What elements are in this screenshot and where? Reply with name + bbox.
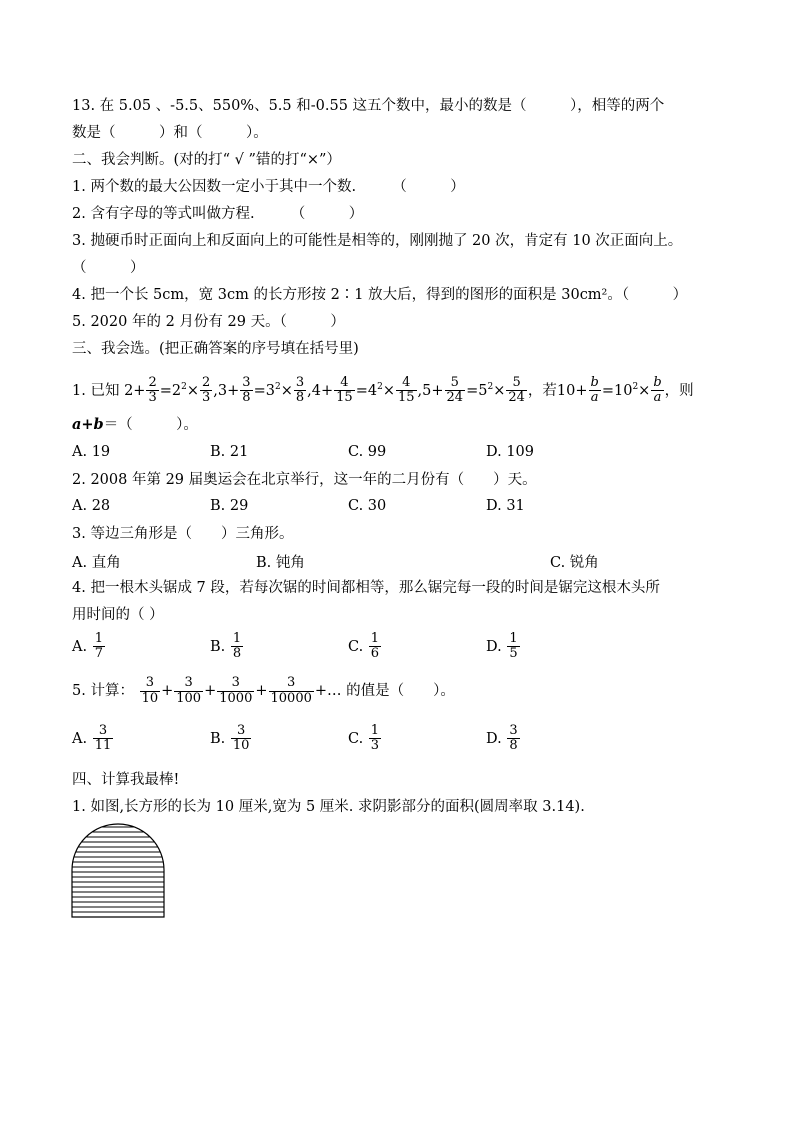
- choice-q1-ask: [72, 415, 198, 435]
- section4-title: 四、计算我最棒!: [72, 772, 180, 788]
- choice-q1-stem: [72, 370, 694, 408]
- q13-line1: 13. 在 5.05 、-5.5、550%、5.5 和-0.55 这五个数中，最小的数是（ ），相等的两个: [72, 98, 665, 114]
- q4-option-d[interactable]: D. $\frac{1}{5}$: [486, 631, 518, 662]
- judge-item-2: 2. 含有字母的等式叫做方程. （ ）: [72, 206, 364, 222]
- q1-ask-var: a+b: [72, 416, 104, 433]
- q1-ask-rest: ＝（ ）。: [103, 417, 198, 433]
- q1-condition: 10+ $\frac{b}{a}$ $=10^2\times$ $\frac{b}{a}$: [556, 375, 662, 406]
- judge-item-3-blank: （ ）: [72, 260, 145, 276]
- q1-ruo: ，若: [527, 382, 557, 399]
- q2-option-a[interactable]: A. 28: [72, 498, 111, 514]
- q4-option-a[interactable]: A. $\frac{1}{7}$: [72, 631, 103, 662]
- q5-option-a[interactable]: A. $\frac{3}{11}$: [72, 723, 112, 754]
- q2-option-b[interactable]: B. 29: [210, 498, 249, 514]
- q4-option-c[interactable]: C. $\frac{1}{6}$: [348, 631, 380, 662]
- judge-item-5: 5. 2020 年的 2 月份有 29 天。（ ）: [72, 314, 345, 330]
- q13-line2: 数是（ ）和（ ）。: [72, 125, 268, 141]
- calc-q1: 1. 如图,长方形的长为 10 厘米,宽为 5 厘米. 求阴影部分的面积(圆周率取 3.14).: [72, 799, 585, 815]
- q1-eq2: 3+ $\frac{3}{8}$ $=3^2\times$ $\frac{3}{8}$ ,: [217, 375, 312, 406]
- choice-q2-stem: 2. 2008 年第 29 届奥运会在北京举行，这一年的二月份有（ ）天。: [72, 472, 537, 488]
- q5-option-c[interactable]: C. $\frac{1}{3}$: [348, 723, 380, 754]
- judge-item-3: 3. 抛硬币时正面向上和反面向上的可能性是相等的，刚刚抛了 20 次，肯定有 10 次正面向上。: [72, 233, 683, 249]
- q1-ze: ，则: [664, 382, 694, 399]
- q1-option-a[interactable]: A. 19: [72, 444, 111, 460]
- q1-option-d[interactable]: D. 109: [486, 444, 535, 460]
- q1-eq4: 5+ $\frac{5}{24}$ $=5^2\times$ $\frac{5}{24}$: [422, 375, 525, 406]
- q1-option-b[interactable]: B. 21: [210, 444, 249, 460]
- q2-option-d[interactable]: D. 31: [486, 498, 525, 514]
- q5-tail: +… 的值是（ ）。: [314, 683, 455, 699]
- judge-item-4: 4. 把一个长 5cm，宽 3cm 的长方形按 2∶1 放大后，得到的图形的面积是 30cm²。（ ）: [72, 287, 688, 303]
- judge-item-1: 1. 两个数的最大公因数一定小于其中一个数. （ ）: [72, 179, 465, 195]
- q2-option-c[interactable]: C. 30: [348, 498, 387, 514]
- shaded-figure: [70, 822, 166, 920]
- q1-eq3: 4+ $\frac{4}{15}$ $=4^2\times$ $\frac{4}{15}$ ,: [311, 375, 423, 406]
- q4-option-b[interactable]: B. $\frac{1}{8}$: [210, 631, 242, 662]
- hatch-lines: [70, 827, 166, 912]
- q5-option-d[interactable]: D. $\frac{3}{8}$: [486, 723, 518, 754]
- q1-option-c[interactable]: C. 99: [348, 444, 387, 460]
- q1-prefix: 1. 已知: [72, 382, 120, 399]
- q3-option-b[interactable]: B. 钝角: [256, 555, 305, 571]
- choice-q5-stem: 5. 计算： $\frac{3}{10}$ + $\frac{3}{100}$ + $\frac{3}{1000}$ + $\frac{3}{10000}$ +… 的值是（ ）。: [72, 675, 455, 706]
- section3-title: 三、我会选。(把正确答案的序号填在括号里): [72, 341, 359, 357]
- choice-q3-stem: 3. 等边三角形是（ ）三角形。: [72, 526, 294, 542]
- q3-option-a[interactable]: A. 直角: [72, 555, 121, 571]
- choice-q4-line2: 用时间的（ ）: [72, 607, 164, 623]
- q3-option-c[interactable]: C. 锐角: [550, 555, 599, 571]
- q5-prefix: 5. 计算：: [72, 683, 134, 699]
- figure-outline: [72, 824, 164, 917]
- q5-option-b[interactable]: B. $\frac{3}{10}$: [210, 723, 250, 754]
- section2-title: 二、我会判断。(对的打“ √ ”错的打“×”）: [72, 152, 341, 168]
- choice-q4-line1: 4. 把一根木头锯成 7 段，若每次锯的时间都相等，那么锯完每一段的时间是锯完这根木头所: [72, 580, 660, 596]
- q1-eq1: 2+ $\frac{2}{3}$ $=2^2\times$ $\frac{2}{3}$ ,: [124, 375, 218, 406]
